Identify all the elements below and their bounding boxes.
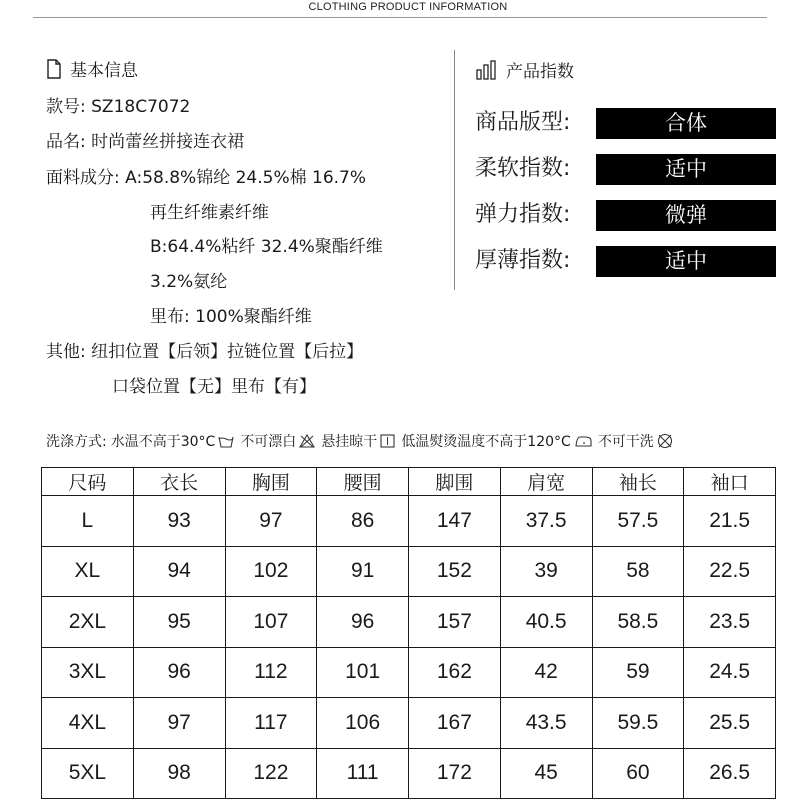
basic-info-heading-text: 基本信息 [70, 61, 138, 81]
table-cell: 59.5 [592, 698, 684, 749]
metric-value-softness: 适中 [596, 154, 776, 185]
info-fabric-b: B:64.4%粘纤 32.4%聚酯纤维 [150, 237, 383, 257]
table-cell: 122 [225, 748, 317, 799]
info-other-cont: 口袋位置【无】里布【有】 [112, 377, 316, 397]
table-cell: 59 [592, 647, 684, 698]
table-cell: 96 [317, 597, 409, 648]
wash-prefix: 洗涤方式: [46, 434, 107, 450]
info-style-number: 款号: SZ18C7072 [46, 97, 191, 117]
table-cell: 26.5 [684, 748, 776, 799]
table-cell: 162 [409, 647, 501, 698]
table-cell: 22.5 [684, 546, 776, 597]
table-cell: 102 [225, 546, 317, 597]
info-fabric-b-cont: 3.2%氨纶 [150, 272, 228, 292]
table-cell: 94 [133, 546, 225, 597]
table-row [42, 496, 776, 547]
size-chart-table [41, 467, 776, 799]
table-cell: 98 [133, 748, 225, 799]
header-title: CLOTHING PRODUCT INFORMATION [308, 1, 508, 13]
product-index-heading-text: 产品指数 [506, 62, 574, 82]
table-cell: 58.5 [592, 597, 684, 648]
table-row [42, 597, 776, 648]
table-row [42, 748, 776, 799]
wash-item-no-bleach: 不可漂白 [240, 434, 297, 450]
wash-item-no-dry-clean: 不可干洗 [597, 434, 654, 450]
table-cell: 101 [317, 647, 409, 698]
table-row [42, 546, 776, 597]
no-bleach-icon [299, 434, 315, 448]
header-sleeve-length: 袖长 [592, 468, 684, 496]
header-size: 尺码 [42, 468, 134, 496]
wash-item-water-temp: 水温不高于30°C [110, 434, 216, 450]
wash-item-hang-dry: 悬挂晾干 [321, 434, 378, 450]
table-cell: 39 [500, 546, 592, 597]
metric-value-elasticity: 微弹 [596, 200, 776, 231]
table-cell: 24.5 [684, 647, 776, 698]
metric-value-fit: 合体 [596, 108, 776, 139]
iron-icon [574, 435, 592, 447]
table-cell: 167 [409, 698, 501, 749]
wash-instructions [46, 431, 679, 451]
table-cell: 97 [225, 496, 317, 547]
table-cell: 95 [133, 597, 225, 648]
info-fabric-a: 面料成分: A:58.8%锦纶 24.5%棉 16.7% [46, 168, 367, 188]
table-cell: 147 [409, 496, 501, 547]
table-cell: 42 [500, 647, 592, 698]
metric-value-thickness: 适中 [596, 246, 776, 277]
document-icon [46, 59, 62, 79]
wash-basin-icon [218, 435, 234, 448]
info-fabric-a-cont: 再生纤维素纤维 [150, 203, 269, 223]
table-row [42, 647, 776, 698]
table-cell: 111 [317, 748, 409, 799]
header-divider [33, 17, 767, 18]
wash-item-iron: 低温熨烫温度不高于120°C [401, 434, 571, 450]
table-cell: 45 [500, 748, 592, 799]
info-other: 其他: 纽扣位置【后领】拉链位置【后拉】 [46, 342, 364, 362]
table-cell: 23.5 [684, 597, 776, 648]
no-dry-clean-icon [657, 433, 673, 449]
table-cell: 91 [317, 546, 409, 597]
table-cell: 43.5 [500, 698, 592, 749]
table-cell: 172 [409, 748, 501, 799]
table-cell: XL [42, 546, 134, 597]
table-cell: 40.5 [500, 597, 592, 648]
table-cell: 96 [133, 647, 225, 698]
metric-label-fit: 商品版型: [475, 110, 571, 135]
table-cell: 5XL [42, 748, 134, 799]
table-cell: 157 [409, 597, 501, 648]
header-waist: 腰围 [317, 468, 409, 496]
metric-label-thickness: 厚薄指数: [475, 248, 571, 273]
table-cell: 21.5 [684, 496, 776, 547]
metric-label-elasticity: 弹力指数: [475, 202, 571, 227]
basic-info-heading [46, 56, 138, 81]
table-cell: 86 [317, 496, 409, 547]
metric-label-softness: 柔软指数: [475, 156, 571, 181]
table-cell: 4XL [42, 698, 134, 749]
table-cell: 25.5 [684, 698, 776, 749]
table-cell: 3XL [42, 647, 134, 698]
header-cuff: 袖口 [684, 468, 776, 496]
header-hem: 脚围 [409, 468, 501, 496]
section-divider [454, 50, 455, 290]
info-lining: 里布: 100%聚酯纤维 [150, 307, 312, 327]
table-cell: 112 [225, 647, 317, 698]
bar-chart-icon [476, 60, 498, 80]
product-index-heading [476, 57, 574, 82]
header-bust: 胸围 [225, 468, 317, 496]
table-cell: 117 [225, 698, 317, 749]
table-cell: 107 [225, 597, 317, 648]
table-header-row [42, 468, 776, 496]
table-row [42, 698, 776, 749]
table-cell: 97 [133, 698, 225, 749]
table-cell: 93 [133, 496, 225, 547]
header-shoulder: 肩宽 [500, 468, 592, 496]
table-cell: 37.5 [500, 496, 592, 547]
table-cell: 60 [592, 748, 684, 799]
table-cell: 2XL [42, 597, 134, 648]
table-cell: 152 [409, 546, 501, 597]
table-cell: 106 [317, 698, 409, 749]
table-cell: L [42, 496, 134, 547]
header-length: 衣长 [133, 468, 225, 496]
table-cell: 58 [592, 546, 684, 597]
table-cell: 57.5 [592, 496, 684, 547]
info-product-name: 品名: 时尚蕾丝拼接连衣裙 [46, 132, 245, 152]
hang-dry-icon [380, 434, 395, 448]
